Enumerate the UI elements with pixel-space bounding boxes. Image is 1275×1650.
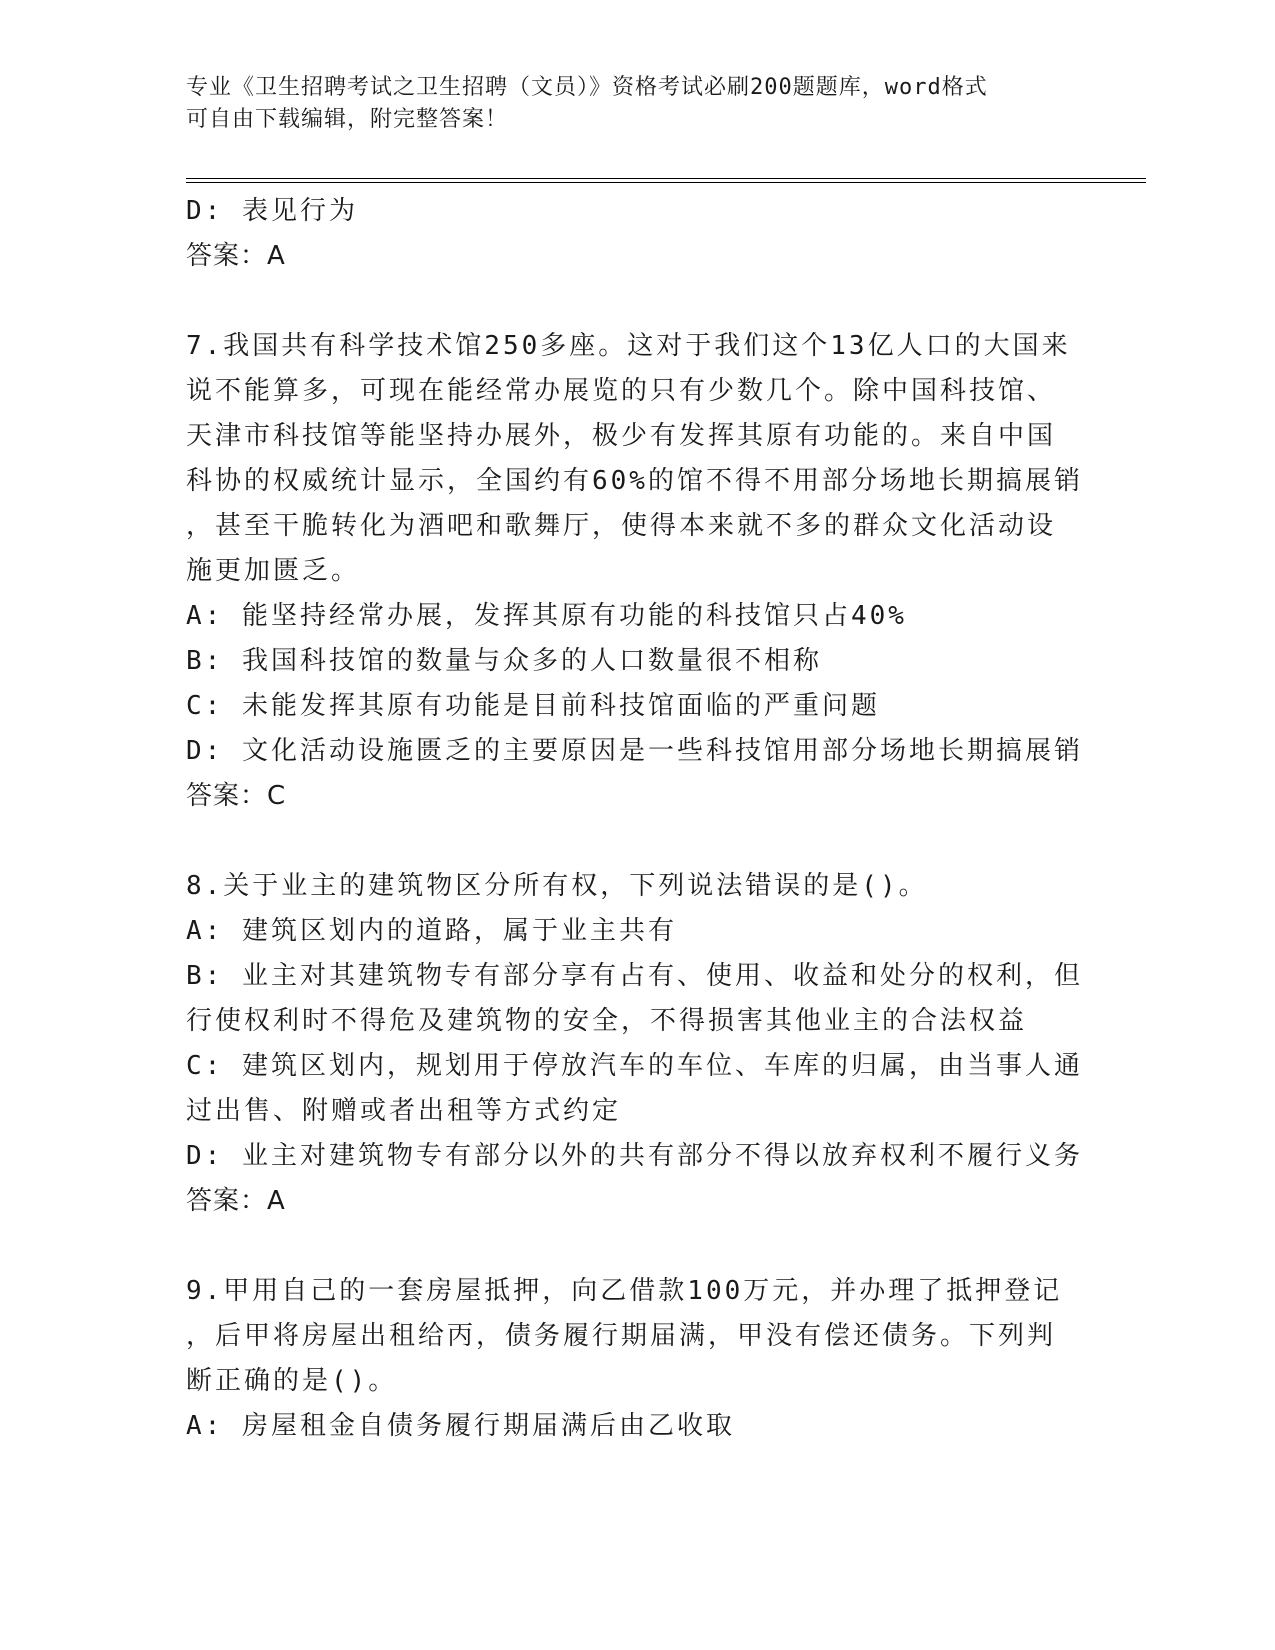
spacer bbox=[186, 819, 1086, 864]
question-stem-line: 施更加匮乏。 bbox=[186, 556, 361, 586]
spacer bbox=[186, 1224, 1086, 1269]
document-body bbox=[186, 189, 1086, 1449]
option-a: A: 能坚持经常办展，发挥其原有功能的科技馆只占40% bbox=[186, 601, 907, 631]
question-stem-line: ，甚至干脆转化为酒吧和歌舞厅，使得本来就不多的群众文化活动设 bbox=[186, 511, 1057, 541]
question-stem-line: 断正确的是()。 bbox=[186, 1366, 398, 1396]
question-9 bbox=[186, 1269, 1086, 1449]
question-stem-line: 科协的权威统计显示，全国约有60%的馆不得不用部分场地长期搞展销 bbox=[186, 466, 1083, 496]
question-stem-line: 说不能算多，可现在能经常办展览的只有少数几个。除中国科技馆、 bbox=[186, 376, 1057, 406]
spacer bbox=[186, 279, 1086, 324]
question-stem-line: ，后甲将房屋出租给丙，债务履行期届满，甲没有偿还债务。下列判 bbox=[186, 1321, 1057, 1351]
option-c-continued: 过出售、附赠或者出租等方式约定 bbox=[186, 1096, 622, 1126]
page-header bbox=[186, 72, 1066, 136]
question-stem-line: 9.甲用自己的一套房屋抵押，向乙借款100万元，并办理了抵押登记 bbox=[186, 1276, 1063, 1306]
option-b: B: 业主对其建筑物专有部分享有占有、使用、收益和处分的权利，但 bbox=[186, 961, 1083, 991]
question-7 bbox=[186, 324, 1086, 819]
option-d: D: 文化活动设施匮乏的主要原因是一些科技馆用部分场地长期搞展销 bbox=[186, 736, 1083, 766]
answer-line: 答案：A bbox=[186, 241, 286, 271]
question-stem-line: 8.关于业主的建筑物区分所有权，下列说法错误的是()。 bbox=[186, 871, 928, 901]
option-b: B: 我国科技馆的数量与众多的人口数量很不相称 bbox=[186, 646, 822, 676]
answer-line: 答案：C bbox=[186, 781, 287, 811]
option-d: D: 表见行为 bbox=[186, 196, 358, 226]
header-title-line-1: 专业《卫生招聘考试之卫生招聘（文员）》资格考试必刷200题题库，word格式 bbox=[186, 75, 988, 100]
option-a: A: 房屋租金自债务履行期届满后由乙收取 bbox=[186, 1411, 735, 1441]
question-stem-line: 7.我国共有科学技术馆250多座。这对于我们这个13亿人口的大国来 bbox=[186, 331, 1071, 361]
option-b-continued: 行使权利时不得危及建筑物的安全，不得损害其他业主的合法权益 bbox=[186, 1006, 1028, 1036]
header-title-line-2: 可自由下载编辑，附完整答案！ bbox=[186, 107, 509, 132]
option-c: C: 建筑区划内，规划用于停放汽车的车位、车库的归属，由当事人通 bbox=[186, 1051, 1083, 1081]
header-rule-top bbox=[186, 178, 1146, 179]
option-a: A: 建筑区划内的道路，属于业主共有 bbox=[186, 916, 677, 946]
question-8 bbox=[186, 864, 1086, 1224]
header-rule-bottom bbox=[186, 182, 1146, 183]
answer-line: 答案：A bbox=[186, 1186, 286, 1216]
question-stem-line: 天津市科技馆等能坚持办展外，极少有发挥其原有功能的。来自中国 bbox=[186, 421, 1057, 451]
option-d: D: 业主对建筑物专有部分以外的共有部分不得以放弃权利不履行义务 bbox=[186, 1141, 1083, 1171]
option-c: C: 未能发挥其原有功能是目前科技馆面临的严重问题 bbox=[186, 691, 880, 721]
